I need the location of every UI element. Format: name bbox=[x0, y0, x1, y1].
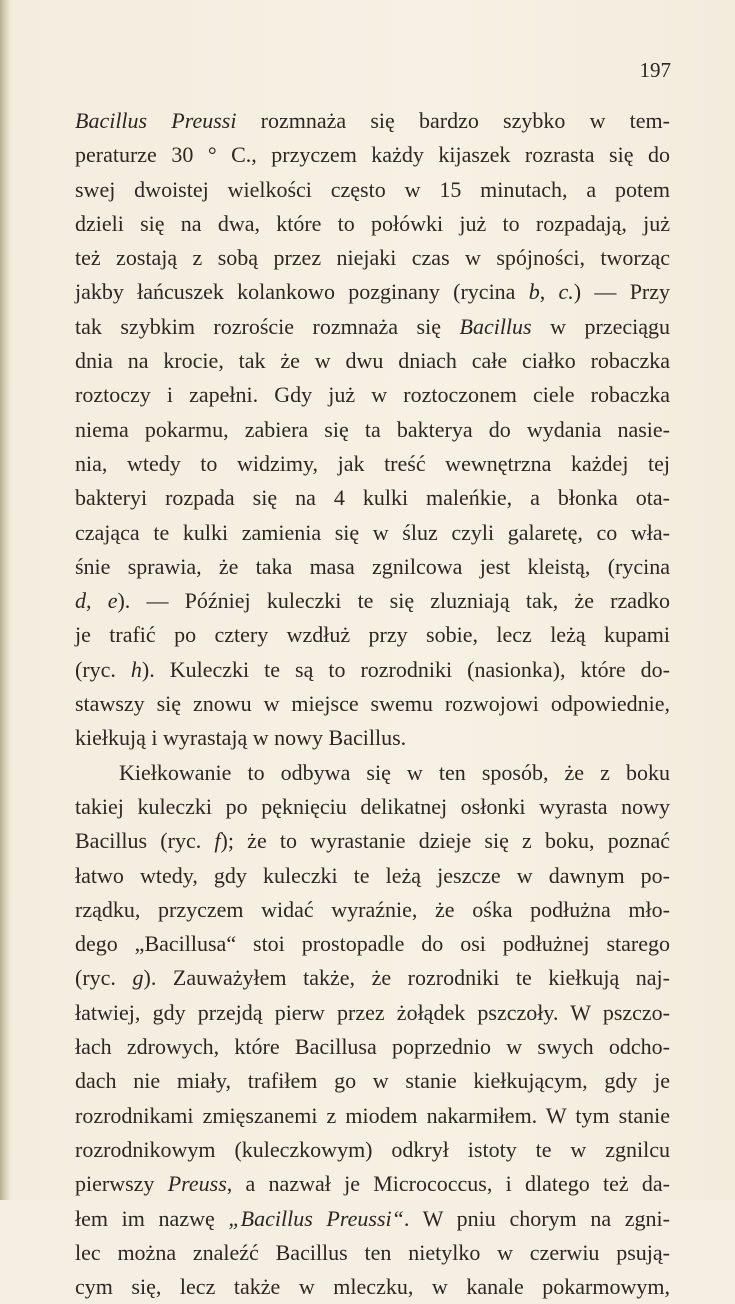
text-run: Kiełkowanie to odbywa się w ten sposób, że z boku bbox=[119, 759, 670, 785]
text-run: roztoczy i zapełni. Gdy już w roztoczonem ciele robaczka bbox=[75, 382, 670, 408]
text-line bbox=[75, 138, 670, 172]
text-run: tak szybkim rozroście rozmnaża się bbox=[75, 313, 460, 339]
text-run: łach zdrowych, które Bacillusa poprzednio w swych odcho- bbox=[75, 1034, 670, 1060]
text-run: łem im nazwę bbox=[75, 1205, 229, 1231]
text-run: czająca te kulki zamienia się w śluz czyli galaretę, co wła- bbox=[75, 519, 670, 545]
text-run: w przeciągu bbox=[531, 313, 670, 339]
text-run: nia, wtedy to widzimy, jak treść wewnętrzna każdej tej bbox=[75, 450, 670, 476]
text-run: ) — Przy bbox=[573, 279, 671, 305]
text-run: stawszy się znowu w miejsce swemu rozwojowi odpowiednie, bbox=[75, 691, 670, 717]
text-line bbox=[75, 1099, 670, 1133]
text-run: ). — Później kuleczki te się zluzniają tak, że rzadko bbox=[117, 588, 671, 614]
text-run: dnia na krocie, tak że w dwu dniach całe ciałko robaczka bbox=[75, 348, 670, 374]
text-line bbox=[75, 790, 670, 824]
text-run: bakteryi rozpada się na 4 kulki maleńkie, a błonka ota- bbox=[75, 485, 670, 511]
text-line bbox=[75, 173, 670, 207]
text-run: ). Zauważyłem także, że rozrodniki te kiełkują naj- bbox=[143, 965, 670, 991]
text-run: je trafić po cztery wzdłuż przy sobie, lecz leżą kupami bbox=[75, 622, 670, 648]
text-line bbox=[75, 1236, 670, 1270]
text-line bbox=[75, 824, 670, 858]
text-line bbox=[75, 481, 670, 515]
text-run: , bbox=[86, 588, 108, 614]
text-line bbox=[75, 516, 670, 550]
italic-text: Bacillus Preussi bbox=[75, 108, 237, 133]
text-run: rządku, przyczem widać wyraźnie, że ośka podłużna mło- bbox=[75, 896, 670, 922]
italic-text: Bacillus bbox=[459, 313, 532, 339]
text-run: (ryc. bbox=[75, 656, 131, 682]
text-run: kiełkują i wyrastają w nowy Bacillus. bbox=[75, 725, 407, 751]
italic-text: b bbox=[528, 279, 540, 305]
text-run: swej dwoistej wielkości często w 15 minutach, a potem bbox=[75, 176, 670, 202]
text-run: rozrodnikami zmięszanemi z miodem nakarmiłem. W tym stanie bbox=[75, 1102, 670, 1128]
text-run: ). Kuleczki te są to rozrodniki (nasionka), które do- bbox=[141, 656, 670, 682]
text-line bbox=[75, 721, 670, 755]
text-run: . W pniu chorym na zgni- bbox=[403, 1205, 670, 1231]
text-line bbox=[75, 413, 670, 447]
text-line bbox=[75, 275, 670, 309]
italic-text: Preuss bbox=[167, 1171, 227, 1197]
text-line bbox=[75, 1064, 670, 1098]
text-run: peraturze 30 ° C., przyczem każdy kijaszek rozrasta się do bbox=[75, 142, 670, 168]
text-run: łatwiej, gdy przejdą pierw przez żołądek pszczoły. W pszczo- bbox=[75, 999, 670, 1025]
text-run: jakby łańcuszek kolankowo pozginany (rycina bbox=[75, 279, 529, 305]
text-run: ); że to wyrastanie dzieje się z boku, poznać bbox=[220, 828, 670, 854]
text-line bbox=[75, 653, 670, 687]
text-run: niema pokarmu, zabiera się ta bakterya do wydania nasie- bbox=[75, 416, 670, 442]
italic-text: c. bbox=[558, 279, 574, 305]
text-run: rozmnaża się bardzo szybko w tem- bbox=[236, 108, 670, 133]
text-line bbox=[75, 241, 670, 275]
text-run: dego „Bacillusa“ stoi prostopadle do osi podłużnej starego bbox=[75, 931, 670, 957]
text-line bbox=[75, 344, 670, 378]
text-line bbox=[75, 104, 670, 138]
text-line bbox=[75, 1270, 670, 1304]
text-line bbox=[75, 893, 670, 927]
italic-text: f bbox=[214, 828, 221, 854]
text-line bbox=[75, 378, 670, 412]
text-line bbox=[75, 859, 670, 893]
text-run: lec można znaleźć Bacillus ten nietylko w czerwiu psują- bbox=[75, 1239, 670, 1265]
text-run: (ryc. bbox=[75, 965, 133, 991]
page-edge-shadow bbox=[0, 0, 10, 1200]
text-line bbox=[75, 927, 670, 961]
text-run: też zostają z sobą przez niejaki czas w spójności, tworząc bbox=[75, 245, 670, 271]
text-run: dzieli się na dwa, które to połówki już to rozpadają, już bbox=[75, 210, 670, 236]
italic-text: „Bacillus Preussi“ bbox=[228, 1205, 404, 1231]
text-line bbox=[75, 756, 670, 790]
text-run: rozrodnikowym (kuleczkowym) odkrył istoty te w zgnilcu bbox=[75, 1136, 670, 1162]
italic-text: d bbox=[75, 588, 86, 614]
text-line bbox=[75, 1133, 670, 1167]
text-run: Bacillus (ryc. bbox=[75, 828, 215, 854]
text-run: pierwszy bbox=[75, 1171, 168, 1197]
text-line bbox=[75, 584, 670, 618]
text-line bbox=[75, 1167, 670, 1201]
body-text bbox=[75, 104, 670, 1304]
text-run: cym się, lecz także w mleczku, w kanale pokarmowym, bbox=[75, 1274, 670, 1300]
text-line bbox=[75, 996, 670, 1030]
italic-text: e bbox=[107, 588, 118, 614]
text-line bbox=[75, 207, 670, 241]
text-run: dach nie miały, trafiłem go w stanie kiełkującym, gdy je bbox=[75, 1068, 670, 1094]
text-run: śnie sprawia, że taka masa zgnilcowa jest kleistą, (rycina bbox=[75, 553, 670, 579]
text-line bbox=[75, 1202, 670, 1236]
text-run: łatwo wtedy, gdy kuleczki te leżą jeszcze w dawnym po- bbox=[75, 862, 670, 888]
italic-text: h bbox=[130, 656, 142, 682]
text-line bbox=[75, 618, 670, 652]
text-line bbox=[75, 1030, 670, 1064]
text-run: takiej kuleczki po pęknięciu delikatnej osłonki wyrasta nowy bbox=[75, 793, 670, 819]
text-line bbox=[75, 687, 670, 721]
text-run: , bbox=[539, 279, 559, 305]
text-line bbox=[75, 310, 670, 344]
text-line bbox=[75, 447, 670, 481]
text-run: , a nazwał je Micrococcus, i dlatego też da- bbox=[226, 1171, 671, 1197]
text-line bbox=[75, 550, 670, 584]
page-number: 197 bbox=[639, 58, 671, 82]
text-line bbox=[75, 961, 670, 995]
italic-text: g bbox=[132, 965, 144, 991]
